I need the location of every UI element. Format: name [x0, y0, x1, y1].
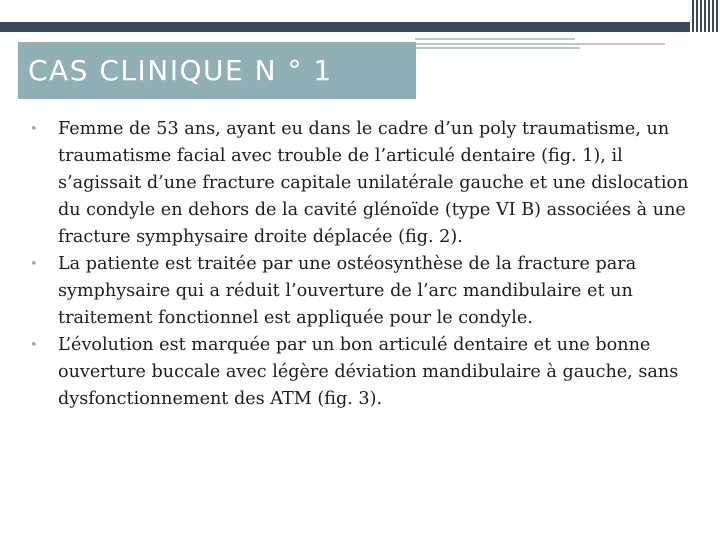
bullet-item	[26, 116, 694, 251]
top-striped-corner	[692, 0, 720, 32]
bullet-icon: •	[30, 122, 38, 137]
slide-title: CAS CLINIQUE N ° 1	[28, 54, 333, 87]
bullet-list	[26, 116, 694, 413]
bullet-item	[26, 251, 694, 332]
bullet-icon: •	[30, 338, 38, 353]
bullet-icon: •	[30, 257, 38, 272]
title-accent-line	[415, 47, 580, 49]
title-accent-line	[415, 43, 665, 45]
title-accent-line	[415, 38, 575, 40]
title-banner	[18, 42, 416, 99]
bullet-item	[26, 332, 694, 413]
top-dark-band	[0, 22, 690, 32]
top-decorative-bar	[0, 0, 720, 32]
bullet-text: Femme de 53 ans, ayant eu dans le cadre d’un poly traumatisme, un traumatisme facial avec trouble de l’articulé dentaire (fig. 1), il s’agissait d’une fracture capitale unilatérale gauche et une dislocation du condyle en dehors de la cavité glénoïde (type VI B) associées à une fracture symphysaire droite déplacée (fig. 2).	[58, 119, 689, 247]
bullet-text: L’évolution est marquée par un bon articulé dentaire et une bonne ouverture buccale avec légère déviation mandibulaire à gauche, sans dysfonctionnement des ATM (fig. 3).	[58, 335, 679, 409]
bullet-text: La patiente est traitée par une ostéosynthèse de la fracture para symphysaire qui a réduit l’ouverture de l’arc mandibulaire et un traitement fonctionnel est appliquée pour le condyle.	[58, 254, 637, 328]
